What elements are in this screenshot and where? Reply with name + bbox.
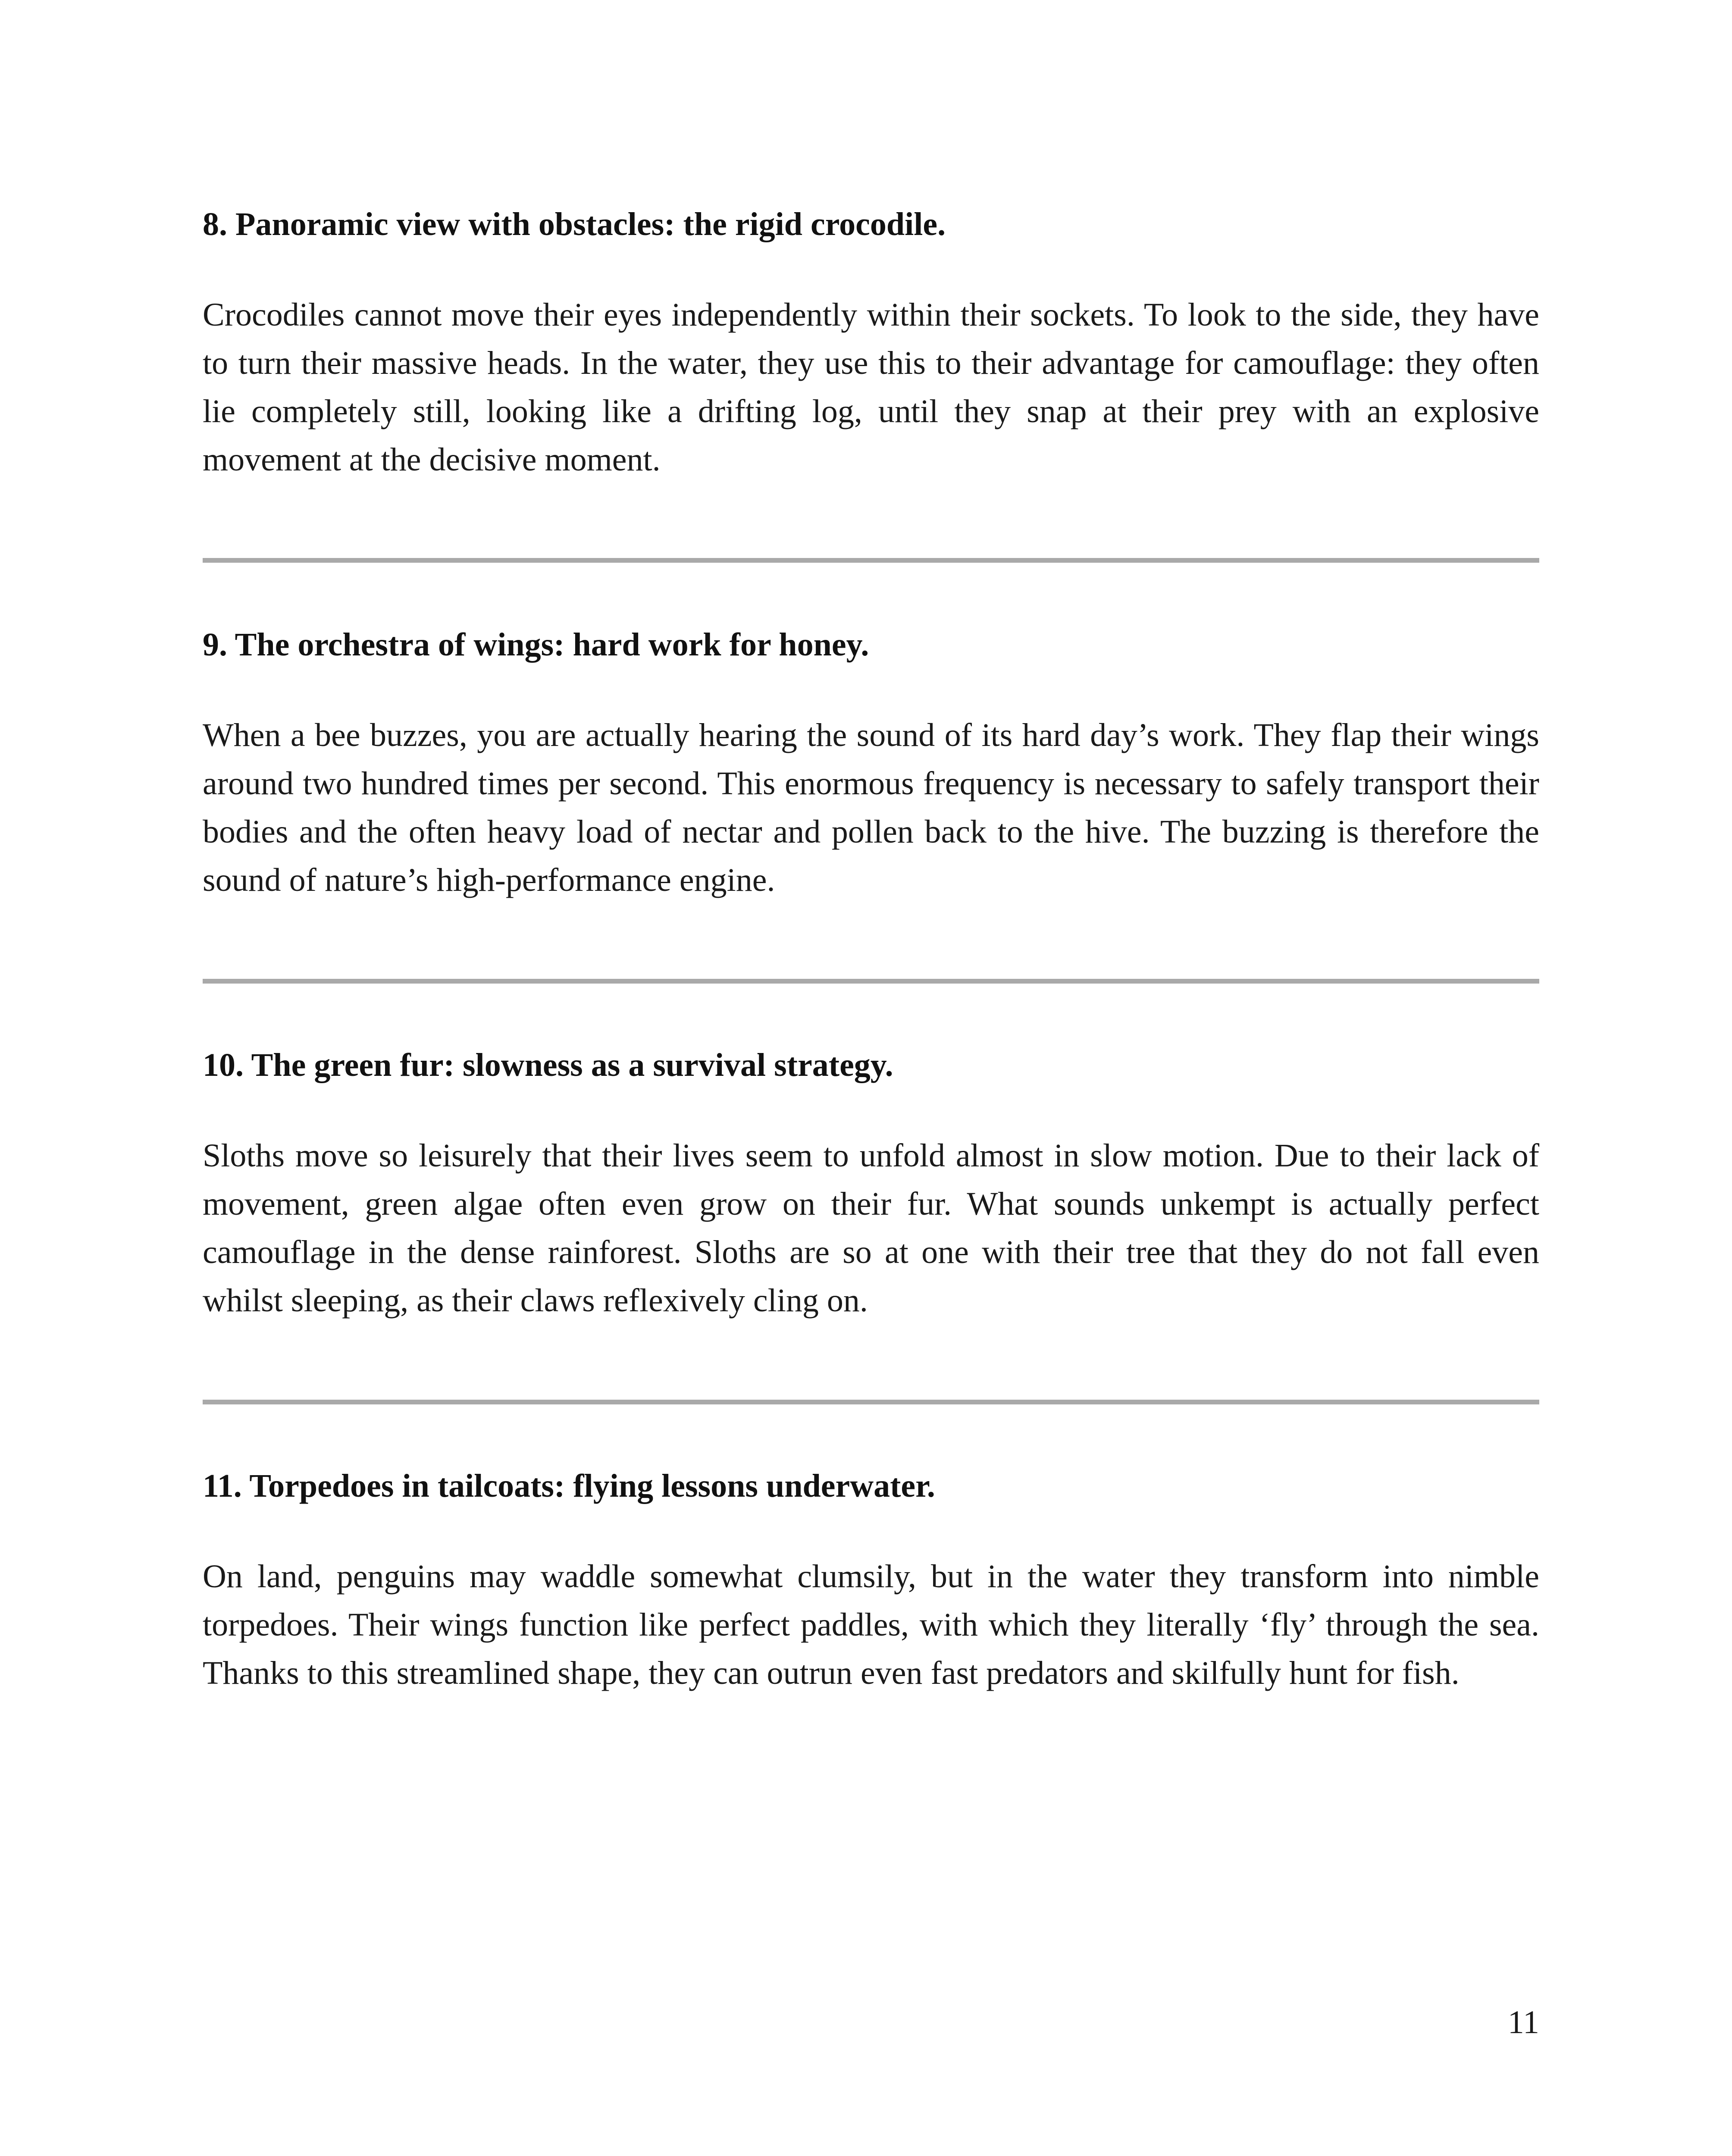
section-divider [203, 558, 1539, 563]
section-heading: 11. Torpedoes in tailcoats: flying lessons underwater. [203, 1468, 935, 1504]
section-bee [203, 623, 1539, 904]
section-crocodile [203, 203, 1539, 484]
section-paragraph: When a bee buzzes, you are actually hearing the sound of its hard day’s work. They flap their wings around two hundred times per second. This enormous frequency is necessary to safely transport their bodies and the often heavy load of nectar and pollen back to the hive. The buzzing is therefore the sound of nature’s high-performance engine. [203, 717, 1539, 898]
section-penguin [203, 1464, 1539, 1697]
section-paragraph: Crocodiles cannot move their eyes independently within their sockets. To look to the side, they have to turn their massive heads. In the water, they use this to their advantage for camouflage: they often lie completely still, looking like a drifting log, until they snap at their prey with an explosive movement at the decisive moment. [203, 297, 1539, 478]
section-heading: 8. Panoramic view with obstacles: the rigid crocodile. [203, 206, 946, 242]
section-divider [203, 1400, 1539, 1404]
section-heading: 10. The green fur: slowness as a survival strategy. [203, 1047, 893, 1083]
page-number: 11 [1507, 2004, 1539, 2040]
section-divider [203, 979, 1539, 984]
section-paragraph: On land, penguins may waddle somewhat clumsily, but in the water they transform into nimble torpedoes. Their wings function like perfect paddles, with which they literally ‘fly’ through the sea. Thanks to this streamlined shape, they can outrun even fast predators and skilfully hunt for fish. [203, 1558, 1539, 1691]
section-paragraph: Sloths move so leisurely that their lives seem to unfold almost in slow motion. Due to their lack of movement, green algae often even grow on their fur. What sounds unkempt is actually perfect camouflage in the dense rainforest. Sloths are so at one with their tree that they do not fall even whilst sleeping, as their claws reflexively cling on. [203, 1138, 1539, 1319]
section-heading: 9. The orchestra of wings: hard work for honey. [203, 627, 869, 663]
section-sloth [203, 1044, 1539, 1325]
